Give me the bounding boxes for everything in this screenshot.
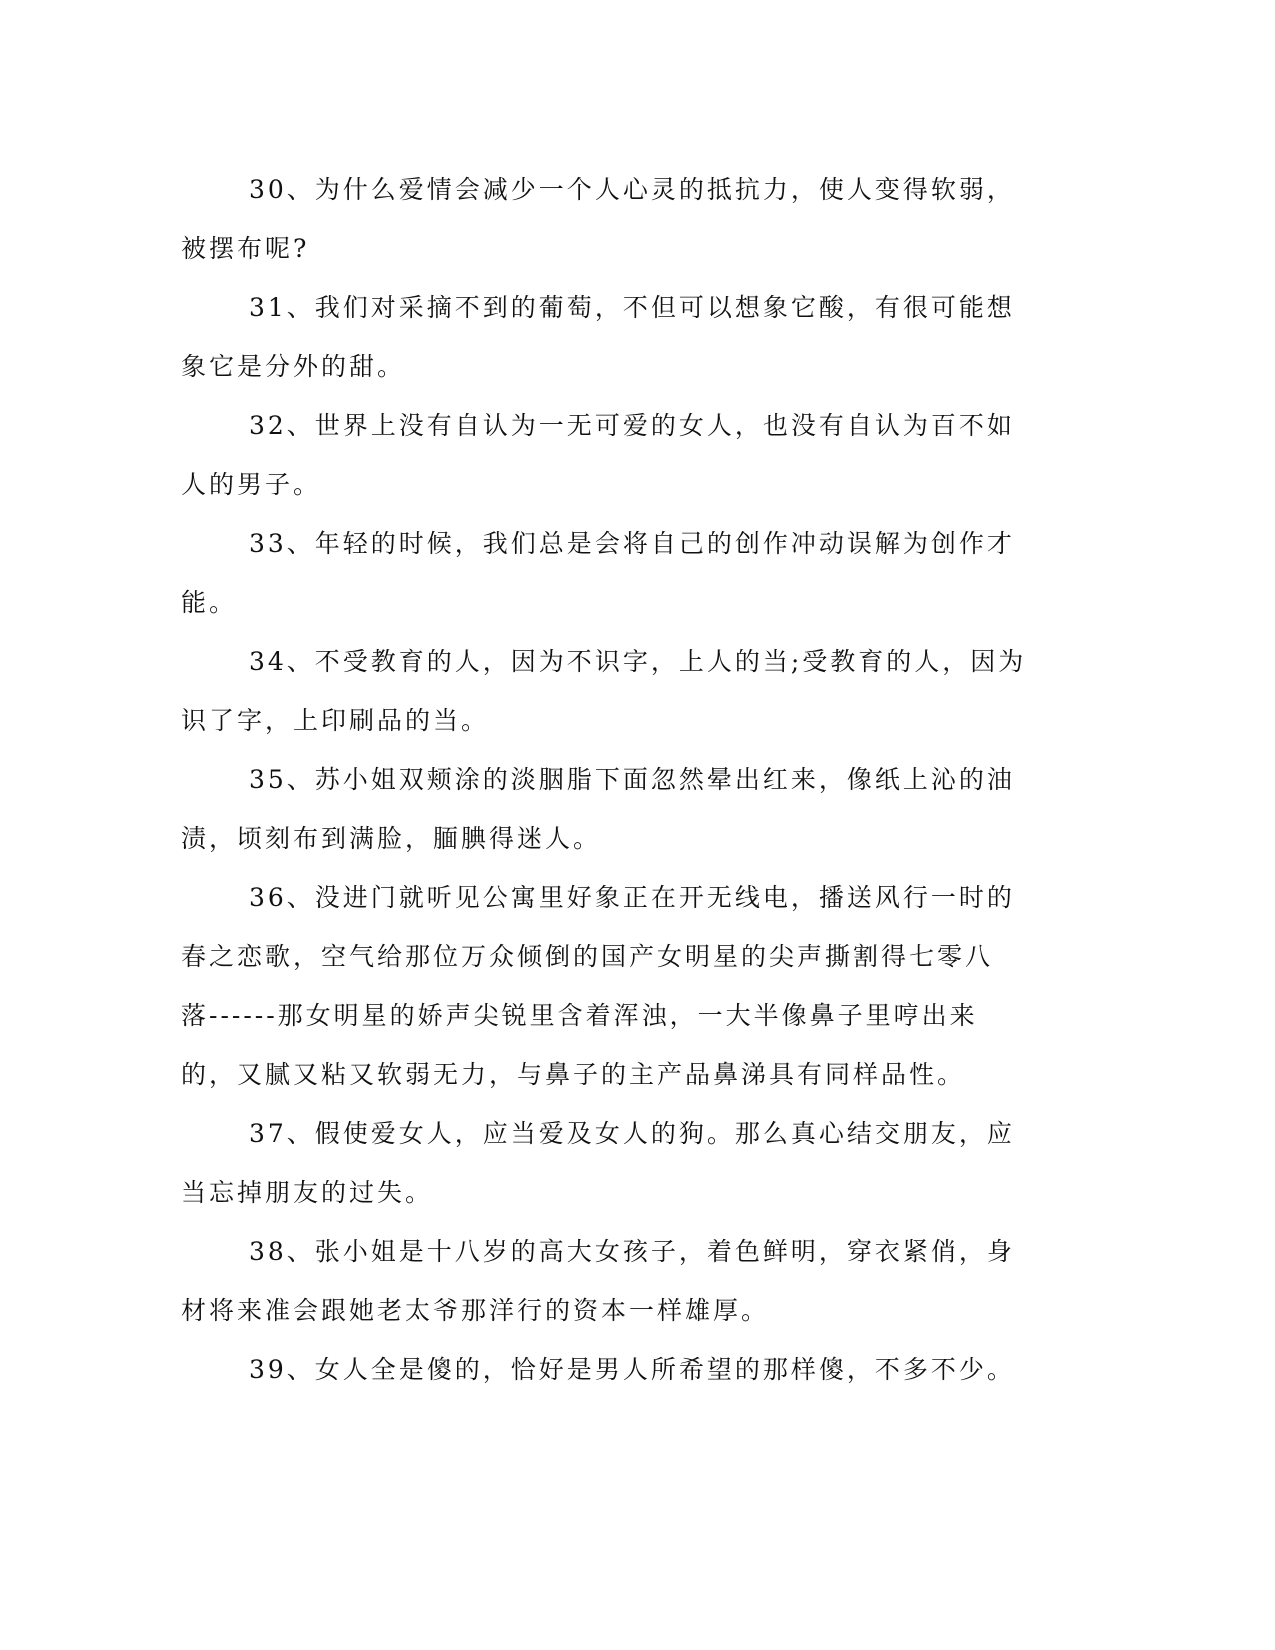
paragraph-34: 34、不受教育的人，因为不识字，上人的当;受教育的人，因为识了字，上印刷品的当。 <box>181 647 1027 735</box>
paragraph-37: 37、假使爱女人，应当爱及女人的狗。那么真心结交朋友，应当忘掉朋友的过失。 <box>181 1119 1015 1207</box>
paragraph-30: 30、为什么爱情会减少一个人心灵的抵抗力，使人变得软弱，被摆布呢? <box>181 175 1015 263</box>
document-body <box>181 160 1031 1399</box>
paragraph-31: 31、我们对采摘不到的葡萄，不但可以想象它酸，有很可能想象它是分外的甜。 <box>181 293 1015 381</box>
paragraph-32: 32、世界上没有自认为一无可爱的女人，也没有自认为百不如人的男子。 <box>181 411 1015 499</box>
paragraph-36: 36、没进门就听见公寓里好象正在开无线电，播送风行一时的春之恋歌，空气给那位万众倾倒的国产女明星的尖声撕割得七零八落------那女明星的娇声尖锐里含着浑浊，一大半像鼻子里哼出来的，又腻又粘又软弱无力，与鼻子的主产品鼻涕具有同样品性。 <box>181 883 1015 1089</box>
paragraph-39: 39、女人全是傻的，恰好是男人所希望的那样傻，不多不少。 <box>249 1355 1015 1384</box>
paragraph-35: 35、苏小姐双颊涂的淡胭脂下面忽然晕出红来，像纸上沁的油渍，顷刻布到满脸，腼腆得迷人。 <box>181 765 1015 853</box>
paragraph-33: 33、年轻的时候，我们总是会将自己的创作冲动误解为创作才能。 <box>181 529 1015 617</box>
paragraph-38: 38、张小姐是十八岁的高大女孩子，着色鲜明，穿衣紧俏，身材将来准会跟她老太爷那洋行的资本一样雄厚。 <box>181 1237 1015 1325</box>
